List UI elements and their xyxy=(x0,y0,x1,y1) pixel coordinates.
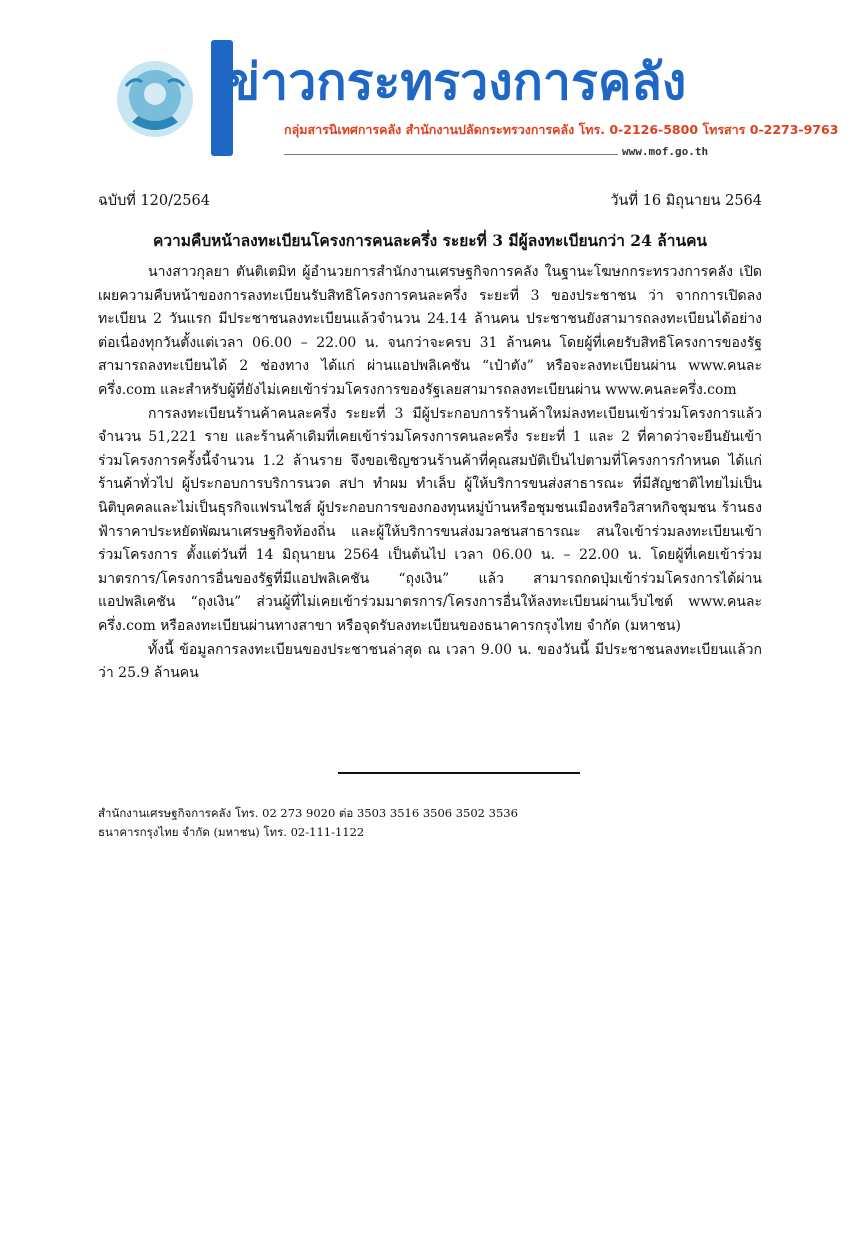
paragraph-1: นางสาวกุลยา ตันติเตมิท ผู้อำนวยการสำนักงานเศรษฐกิจการคลัง ในฐานะโฆษกกระทรวงการคลัง เปิดเผยความคืบหน้าของการลงทะเบียนรับสิทธิโครงการคนละครึ่ง ระยะที่ 3 ของประชาชน ว่า จากการเปิดลงทะเบียน 2 วันแรก มีประชาชนลงทะเบียนแล้วจำนวน 24.14 ล้านคน ประชาชนยังสามารถลงทะเบียนได้อย่างต่อเนื่องทุกวันตั้งแต่เวลา 06.00 – 22.00 น. จนกว่าจะครบ 31 ล้านคน โดยผู้ที่เคยรับสิทธิโครงการของรัฐสามารถลงทะเบียนได้ 2 ช่องทาง ได้แก่ ผ่านแอปพลิเคชัน “เป๋าตัง” หรือจะลงทะเบียนผ่าน www.คนละครึ่ง.com และสำหรับผู้ที่ยังไม่เคยเข้าร่วมโครงการของรัฐเลยสามารถลงทะเบียนผ่าน www.คนละครึ่ง.com xyxy=(98,264,762,398)
contact-line: ธนาคารกรุงไทย จำกัด (มหาชน) โทร. 02-111-1122 xyxy=(98,825,365,839)
article-body xyxy=(98,261,762,686)
masthead-rule xyxy=(284,154,618,155)
masthead xyxy=(108,38,839,168)
paragraph-3: ทั้งนี้ ข้อมูลการลงทะเบียนของประชาชนล่าสุด ณ เวลา 9.00 น. ของวันนี้ มีประชาชนลงทะเบียนแล้วกว่า 25.9 ล้านคน xyxy=(98,641,762,682)
issue-date: วันที่ 16 มิถุนายน 2564 xyxy=(610,193,762,209)
contact-list xyxy=(98,804,518,842)
headline: ความคืบหน้าลงทะเบียนโครงการคนละครึ่ง ระยะที่ 3 มีผู้ลงทะเบียนกว่า 24 ล้านคน xyxy=(152,231,708,250)
contact-line: สำนักงานเศรษฐกิจการคลัง โทร. 02 273 9020 ต่อ 3503 3516 3506 3502 3536 xyxy=(98,806,518,820)
paragraph-2: การลงทะเบียนร้านค้าคนละครึ่ง ระยะที่ 3 มีผู้ประกอบการร้านค้าใหม่ลงทะเบียนเข้าร่วมโครงการแล้วจำนวน 51,221 ราย และร้านค้าเดิมที่เคยเข้าร่วมโครงการคนละครึ่ง ระยะที่ 1 และ 2 ที่คาดว่าจะยืนยันเข้าร่วมโครงการครั้งนี้จำนวน 1.2 ล้านราย จึงขอเชิญชวนร้านค้าที่คุณสมบัติเป็นไปตามที่โครงการกำหนด ได้แก่ ร้านค้าทั่วไป ผู้ประกอบการบริการนวด สปา ทำผม ทำเล็บ ผู้ให้บริการขนส่งสาธารณะ ที่มีสัญชาติไทยไม่เป็นนิติบุคคลและไม่เป็นธุรกิจแฟรนไชส์ ผู้ประกอบการของกองทุนหมู่บ้านหรือชุมชนเมืองหรือวิสาหกิจชุมชน ร้านธงฟ้าราคาประหยัดพัฒนาเศรษฐกิจท้องถิ่น และผู้ให้บริการขนส่งมวลชนสาธารณะ สนใจเข้าร่วมลงทะเบียนเข้าร่วมโครงการ ตั้งแต่วันที่ 14 มิถุนายน 2564 เป็นต้นไป เวลา 06.00 น. – 22.00 น. โดยผู้ที่เคยเข้าร่วมมาตรการ/โครงการอื่นของรัฐที่มีแอปพลิเคชัน “ถุงเงิน” แล้ว สามารถกดปุ่มเข้าร่วมโครงการได้ผ่านแอปพลิเคชัน “ถุงเงิน” ส่วนผู้ที่ไม่เคยเข้าร่วมมาตรการ/โครงการอื่นให้ลงทะเบียนผ่านเว็บไซต์ www.คนละครึ่ง.com หรือลงทะเบียนผ่านทางสาขา หรือจุดรับลงทะเบียนของธนาคารกรุงไทย จำกัด (มหาชน) xyxy=(98,405,762,634)
masthead-subtitle: กลุ่มสารนิเทศการคลัง สำนักงานปลัดกระทรวงการคลัง โทร. 0-2126-5800 โทรสาร 0-2273-9763 xyxy=(284,122,839,137)
end-divider xyxy=(338,772,580,774)
ministry-emblem-icon xyxy=(112,56,198,142)
masthead-website: www.mof.go.th xyxy=(622,145,709,158)
masthead-title: ข่าวกระทรวงการคลัง xyxy=(226,53,687,111)
issue-number: ฉบับที่ 120/2564 xyxy=(98,193,210,209)
